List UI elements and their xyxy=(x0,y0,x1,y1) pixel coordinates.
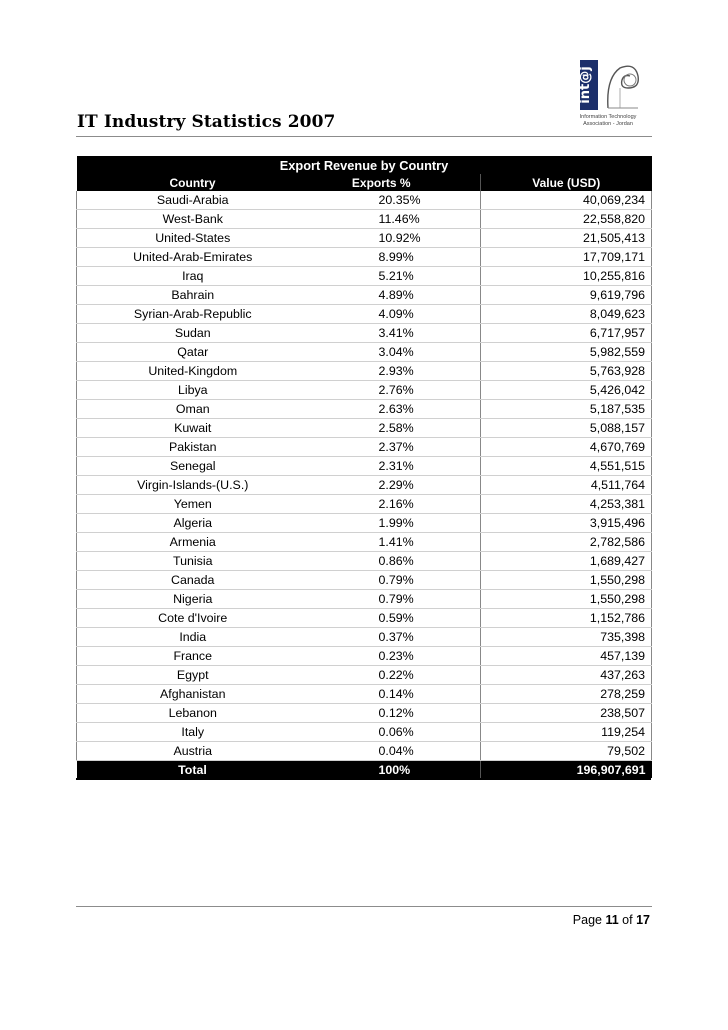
table-row xyxy=(77,628,652,647)
row-value: 119,254 xyxy=(481,723,652,742)
row-value: 10,255,816 xyxy=(481,267,652,286)
row-exports-pct: 0.59% xyxy=(309,609,481,628)
row-exports-pct: 3.41% xyxy=(309,324,481,343)
row-country: Qatar xyxy=(77,343,309,362)
table-row xyxy=(77,267,652,286)
table-row xyxy=(77,400,652,419)
page-number xyxy=(573,913,650,927)
row-country: Senegal xyxy=(77,457,309,476)
row-exports-pct: 8.99% xyxy=(309,248,481,267)
row-value: 278,259 xyxy=(481,685,652,704)
row-exports-pct: 1.99% xyxy=(309,514,481,533)
table-bottom-border xyxy=(76,778,651,780)
row-exports-pct: 2.37% xyxy=(309,438,481,457)
row-value: 4,670,769 xyxy=(481,438,652,457)
row-country: Oman xyxy=(77,400,309,419)
row-value: 1,689,427 xyxy=(481,552,652,571)
row-value: 8,049,623 xyxy=(481,305,652,324)
row-value: 9,619,796 xyxy=(481,286,652,305)
of-label: of xyxy=(622,913,633,927)
row-exports-pct: 0.06% xyxy=(309,723,481,742)
title-divider xyxy=(76,136,652,137)
row-value: 5,426,042 xyxy=(481,381,652,400)
table-header-row xyxy=(77,174,652,191)
row-exports-pct: 4.09% xyxy=(309,305,481,324)
row-country: United-Kingdom xyxy=(77,362,309,381)
logo-caption-line1: Information Technology xyxy=(579,114,637,120)
row-country: Libya xyxy=(77,381,309,400)
row-country: Syrian-Arab-Republic xyxy=(77,305,309,324)
row-country: Iraq xyxy=(77,267,309,286)
table-row xyxy=(77,685,652,704)
table-row xyxy=(77,438,652,457)
row-value: 4,511,764 xyxy=(481,476,652,495)
row-value: 40,069,234 xyxy=(481,191,652,210)
table-caption-row xyxy=(77,156,652,174)
row-exports-pct: 3.04% xyxy=(309,343,481,362)
table-row xyxy=(77,210,652,229)
row-exports-pct: 0.86% xyxy=(309,552,481,571)
table-row xyxy=(77,609,652,628)
row-value: 22,558,820 xyxy=(481,210,652,229)
row-value: 1,152,786 xyxy=(481,609,652,628)
row-value: 4,253,381 xyxy=(481,495,652,514)
header-country: Country xyxy=(77,174,309,191)
export-revenue-table xyxy=(76,156,652,778)
row-country: Nigeria xyxy=(77,590,309,609)
row-value: 735,398 xyxy=(481,628,652,647)
row-value: 238,507 xyxy=(481,704,652,723)
table-total-row xyxy=(77,761,652,779)
total-pages: 17 xyxy=(636,913,650,927)
row-country: France xyxy=(77,647,309,666)
table-row xyxy=(77,590,652,609)
row-country: United-Arab-Emirates xyxy=(77,248,309,267)
table-row xyxy=(77,362,652,381)
row-value: 5,763,928 xyxy=(481,362,652,381)
row-exports-pct: 4.89% xyxy=(309,286,481,305)
table-row xyxy=(77,305,652,324)
export-revenue-table-wrapper xyxy=(76,156,651,780)
header-exports-pct: Exports % xyxy=(309,174,481,191)
row-exports-pct: 2.31% xyxy=(309,457,481,476)
table-row xyxy=(77,286,652,305)
row-exports-pct: 2.16% xyxy=(309,495,481,514)
table-row xyxy=(77,571,652,590)
total-value: 196,907,691 xyxy=(481,761,652,779)
row-value: 79,502 xyxy=(481,742,652,761)
row-exports-pct: 2.29% xyxy=(309,476,481,495)
row-value: 17,709,171 xyxy=(481,248,652,267)
row-value: 3,915,496 xyxy=(481,514,652,533)
header-value: Value (USD) xyxy=(481,174,652,191)
logo-caption xyxy=(563,114,653,127)
row-country: Canada xyxy=(77,571,309,590)
row-country: United-States xyxy=(77,229,309,248)
page-label: Page xyxy=(572,913,602,927)
row-exports-pct: 2.58% xyxy=(309,419,481,438)
table-row xyxy=(77,248,652,267)
intaj-logo-mark xyxy=(580,58,642,118)
row-country: Kuwait xyxy=(77,419,309,438)
row-exports-pct: 20.35% xyxy=(309,191,481,210)
current-page: 11 xyxy=(605,913,619,927)
table-row xyxy=(77,704,652,723)
row-country: Pakistan xyxy=(77,438,309,457)
table-row xyxy=(77,723,652,742)
table-row xyxy=(77,343,652,362)
row-exports-pct: 11.46% xyxy=(309,210,481,229)
table-row xyxy=(77,495,652,514)
row-country: Saudi-Arabia xyxy=(77,191,309,210)
row-exports-pct: 5.21% xyxy=(309,267,481,286)
row-exports-pct: 10.92% xyxy=(309,229,481,248)
row-value: 4,551,515 xyxy=(481,457,652,476)
table-row xyxy=(77,191,652,210)
table-row xyxy=(77,324,652,343)
row-country: Cote d'Ivoire xyxy=(77,609,309,628)
row-country: Afghanistan xyxy=(77,685,309,704)
row-exports-pct: 0.37% xyxy=(309,628,481,647)
document-title: IT Industry Statistics 2007 xyxy=(77,112,336,132)
table-row xyxy=(77,533,652,552)
logo-caption-line2: Association - Jordan xyxy=(583,120,633,127)
row-value: 457,139 xyxy=(481,647,652,666)
table-row xyxy=(77,381,652,400)
logo-wordmark: int@j xyxy=(578,66,593,104)
row-country: Italy xyxy=(77,723,309,742)
row-country: Sudan xyxy=(77,324,309,343)
row-exports-pct: 0.14% xyxy=(309,685,481,704)
row-value: 5,187,535 xyxy=(481,400,652,419)
row-exports-pct: 2.63% xyxy=(309,400,481,419)
table-row xyxy=(77,419,652,438)
table-row xyxy=(77,229,652,248)
row-country: Virgin-Islands-(U.S.) xyxy=(77,476,309,495)
row-country: Armenia xyxy=(77,533,309,552)
row-country: West-Bank xyxy=(77,210,309,229)
footer-divider xyxy=(76,906,652,907)
row-country: Lebanon xyxy=(77,704,309,723)
row-value: 6,717,957 xyxy=(481,324,652,343)
row-value: 5,982,559 xyxy=(481,343,652,362)
row-country: India xyxy=(77,628,309,647)
row-value: 5,088,157 xyxy=(481,419,652,438)
row-value: 1,550,298 xyxy=(481,590,652,609)
table-row xyxy=(77,666,652,685)
row-exports-pct: 0.79% xyxy=(309,571,481,590)
row-value: 437,263 xyxy=(481,666,652,685)
table-row xyxy=(77,514,652,533)
table-row xyxy=(77,742,652,761)
table-row xyxy=(77,647,652,666)
total-exports-pct: 100% xyxy=(309,761,481,779)
row-country: Egypt xyxy=(77,666,309,685)
table-row xyxy=(77,552,652,571)
row-country: Austria xyxy=(77,742,309,761)
row-country: Tunisia xyxy=(77,552,309,571)
table-caption: Export Revenue by Country xyxy=(77,156,652,174)
row-country: Algeria xyxy=(77,514,309,533)
row-exports-pct: 0.79% xyxy=(309,590,481,609)
row-exports-pct: 2.76% xyxy=(309,381,481,400)
row-country: Bahrain xyxy=(77,286,309,305)
row-country: Yemen xyxy=(77,495,309,514)
row-exports-pct: 0.23% xyxy=(309,647,481,666)
row-value: 2,782,586 xyxy=(481,533,652,552)
table-row xyxy=(77,476,652,495)
row-value: 21,505,413 xyxy=(481,229,652,248)
row-exports-pct: 0.12% xyxy=(309,704,481,723)
row-exports-pct: 0.22% xyxy=(309,666,481,685)
row-exports-pct: 0.04% xyxy=(309,742,481,761)
row-exports-pct: 1.41% xyxy=(309,533,481,552)
total-label: Total xyxy=(77,761,309,779)
row-exports-pct: 2.93% xyxy=(309,362,481,381)
table-row xyxy=(77,457,652,476)
row-value: 1,550,298 xyxy=(481,571,652,590)
